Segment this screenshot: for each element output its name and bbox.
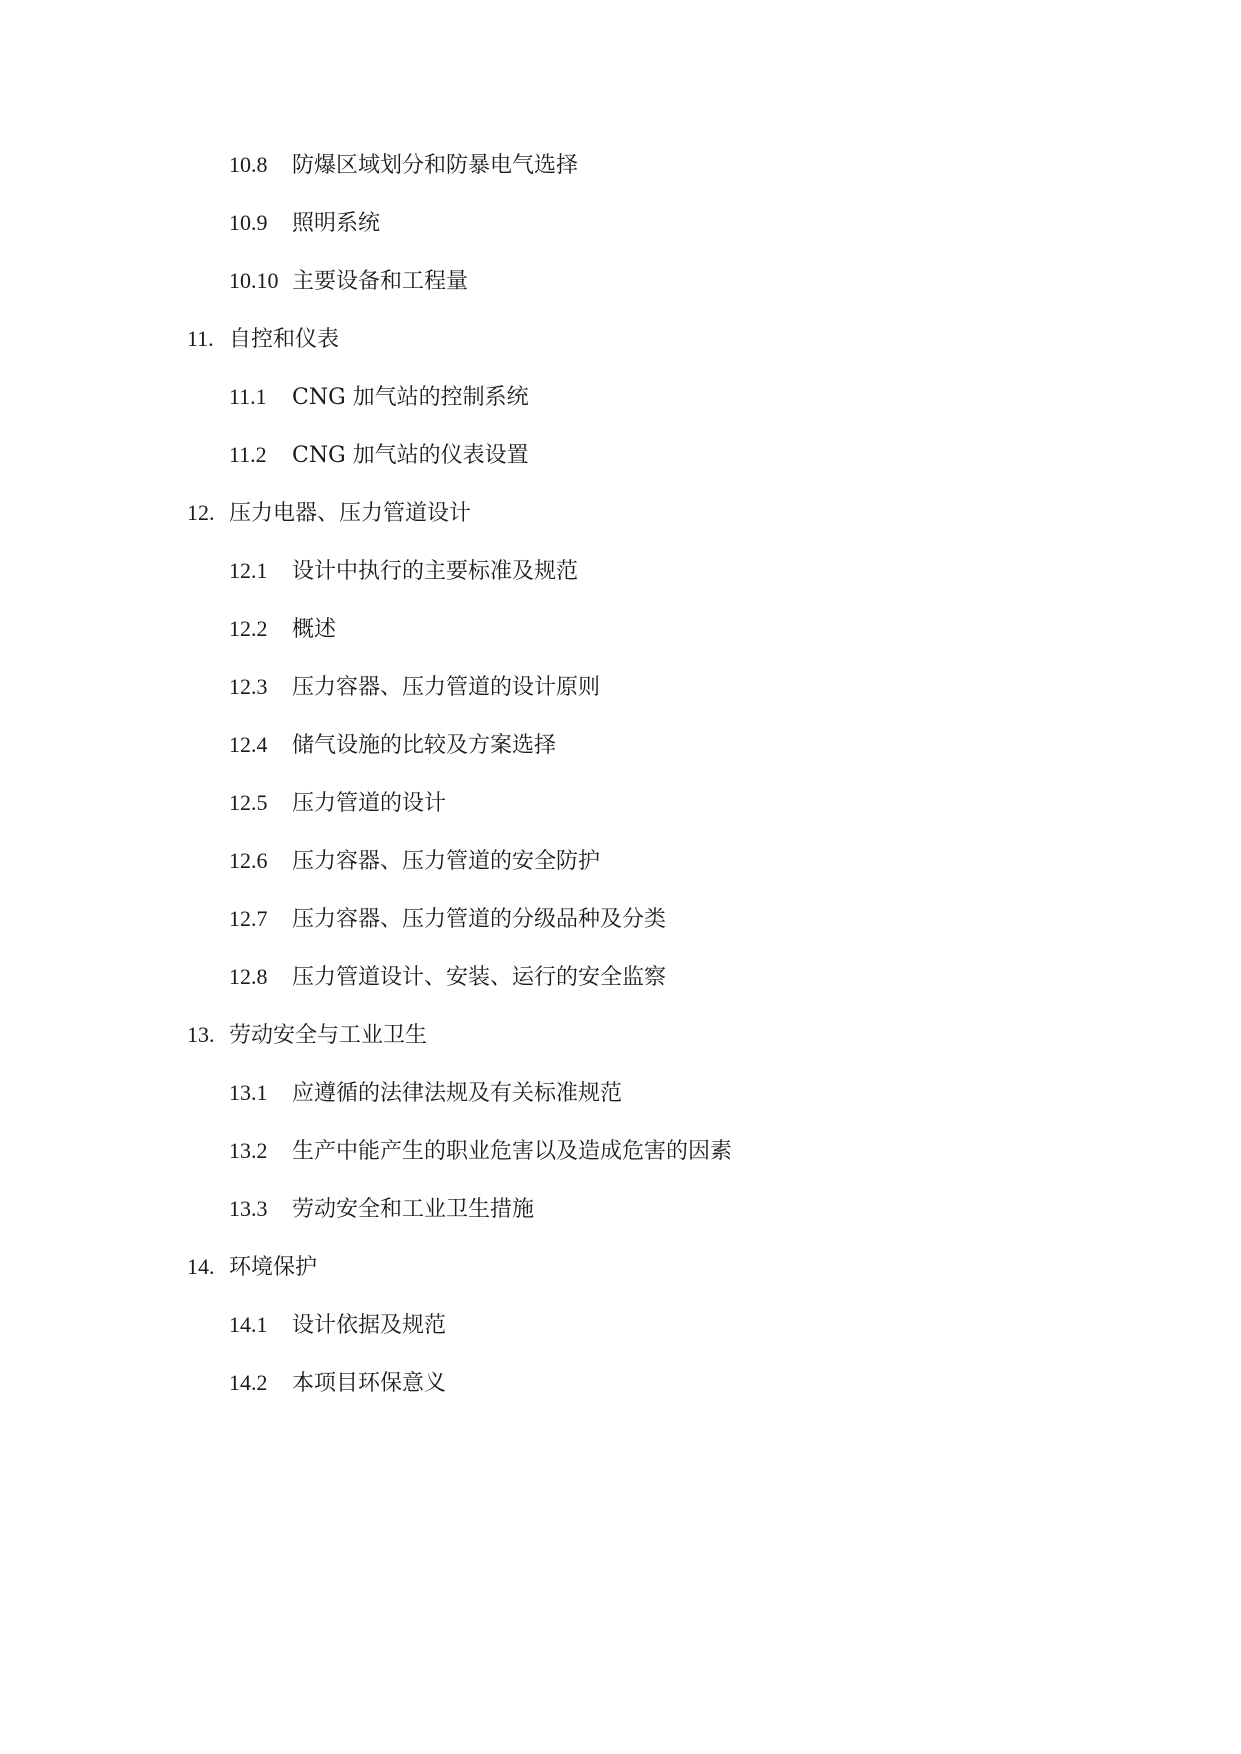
- toc-entry-number: 10.9: [229, 210, 268, 235]
- toc-entry-title: 压力管道的设计: [292, 791, 447, 816]
- toc-entry-number: 12.4: [229, 732, 268, 757]
- toc-entry-title: 压力容器、压力管道的安全防护: [292, 849, 601, 874]
- toc-entry-12-6[interactable]: [229, 844, 600, 878]
- toc-entry-number: 12.1: [229, 558, 268, 583]
- toc-entry-title: 设计中执行的主要标准及规范: [292, 559, 579, 584]
- toc-entry-number: 12.6: [229, 848, 268, 873]
- toc-entry-number: 12.8: [229, 964, 268, 989]
- toc-entry-title: 照明系统: [292, 211, 381, 236]
- toc-entry-title: 应遵循的法律法规及有关标准规范: [292, 1081, 623, 1106]
- toc-entry-title: 压力容器、压力管道的分级品种及分类: [292, 907, 667, 932]
- toc-entry-title: 主要设备和工程量: [292, 269, 469, 294]
- toc-entry-12-4[interactable]: [229, 728, 556, 762]
- toc-entry-title: 压力管道设计、安装、运行的安全监察: [292, 965, 667, 990]
- toc-entry-number: 13.3: [229, 1196, 268, 1221]
- toc-entry-title: 防爆区域划分和防暴电气选择: [292, 153, 579, 178]
- toc-entry-number: 12.3: [229, 674, 268, 699]
- toc-entry-10-8[interactable]: [229, 148, 578, 182]
- toc-section-title: 自控和仪表: [229, 327, 340, 352]
- toc-entry-11-2[interactable]: [229, 438, 529, 472]
- toc-entry-10-9[interactable]: [229, 206, 380, 240]
- toc-entry-12-8[interactable]: [229, 960, 666, 994]
- toc-entry-13-1[interactable]: [229, 1076, 622, 1110]
- toc-entry-title: CNG 加气站的控制系统: [292, 385, 529, 410]
- toc-entry-10-10[interactable]: [229, 264, 468, 298]
- toc-entry-number: 12.2: [229, 616, 268, 641]
- toc-entry-14-1[interactable]: [229, 1308, 446, 1342]
- toc-entry-number: 14.2: [229, 1370, 268, 1395]
- toc-entry-title: CNG 加气站的仪表设置: [292, 443, 529, 468]
- toc-entry-title: 压力容器、压力管道的设计原则: [292, 675, 601, 700]
- toc-entry-14-2[interactable]: [229, 1366, 446, 1400]
- toc-entry-13-3[interactable]: [229, 1192, 534, 1226]
- toc-entry-title: 设计依据及规范: [292, 1313, 447, 1338]
- toc-section-14[interactable]: [187, 1250, 317, 1284]
- toc-entry-title: 储气设施的比较及方案选择: [292, 733, 557, 758]
- toc-entry-number: 10.8: [229, 152, 268, 177]
- toc-section-number: 14.: [187, 1254, 215, 1279]
- toc-entry-title: 劳动安全和工业卫生措施: [292, 1197, 535, 1222]
- toc-section-number: 11.: [187, 326, 214, 351]
- toc-section-13[interactable]: [187, 1018, 427, 1052]
- toc-entry-number: 11.1: [229, 384, 267, 409]
- toc-entry-title: 概述: [292, 617, 337, 642]
- toc-entry-number: 10.10: [229, 268, 279, 293]
- toc-section-number: 12.: [187, 500, 215, 525]
- toc-entry-number: 13.2: [229, 1138, 268, 1163]
- toc-section-title: 环境保护: [229, 1255, 318, 1280]
- toc-entry-13-2[interactable]: [229, 1134, 732, 1168]
- toc-entry-12-7[interactable]: [229, 902, 666, 936]
- toc-entry-title: 本项目环保意义: [292, 1371, 447, 1396]
- toc-section-title: 劳动安全与工业卫生: [229, 1023, 428, 1048]
- toc-section-12[interactable]: [187, 496, 471, 530]
- toc-entry-12-2[interactable]: [229, 612, 336, 646]
- toc-entry-number: 12.5: [229, 790, 268, 815]
- toc-entry-title: 生产中能产生的职业危害以及造成危害的因素: [292, 1139, 733, 1164]
- toc-section-title: 压力电器、压力管道设计: [229, 501, 472, 526]
- toc-section-11[interactable]: [187, 322, 339, 356]
- toc-entry-number: 14.1: [229, 1312, 268, 1337]
- toc-entry-number: 12.7: [229, 906, 268, 931]
- toc-entry-number: 11.2: [229, 442, 267, 467]
- toc-entry-11-1[interactable]: [229, 380, 529, 414]
- toc-entry-number: 13.1: [229, 1080, 268, 1105]
- toc-entry-12-3[interactable]: [229, 670, 600, 704]
- toc-section-number: 13.: [187, 1022, 215, 1047]
- toc-entry-12-1[interactable]: [229, 554, 578, 588]
- toc-entry-12-5[interactable]: [229, 786, 446, 820]
